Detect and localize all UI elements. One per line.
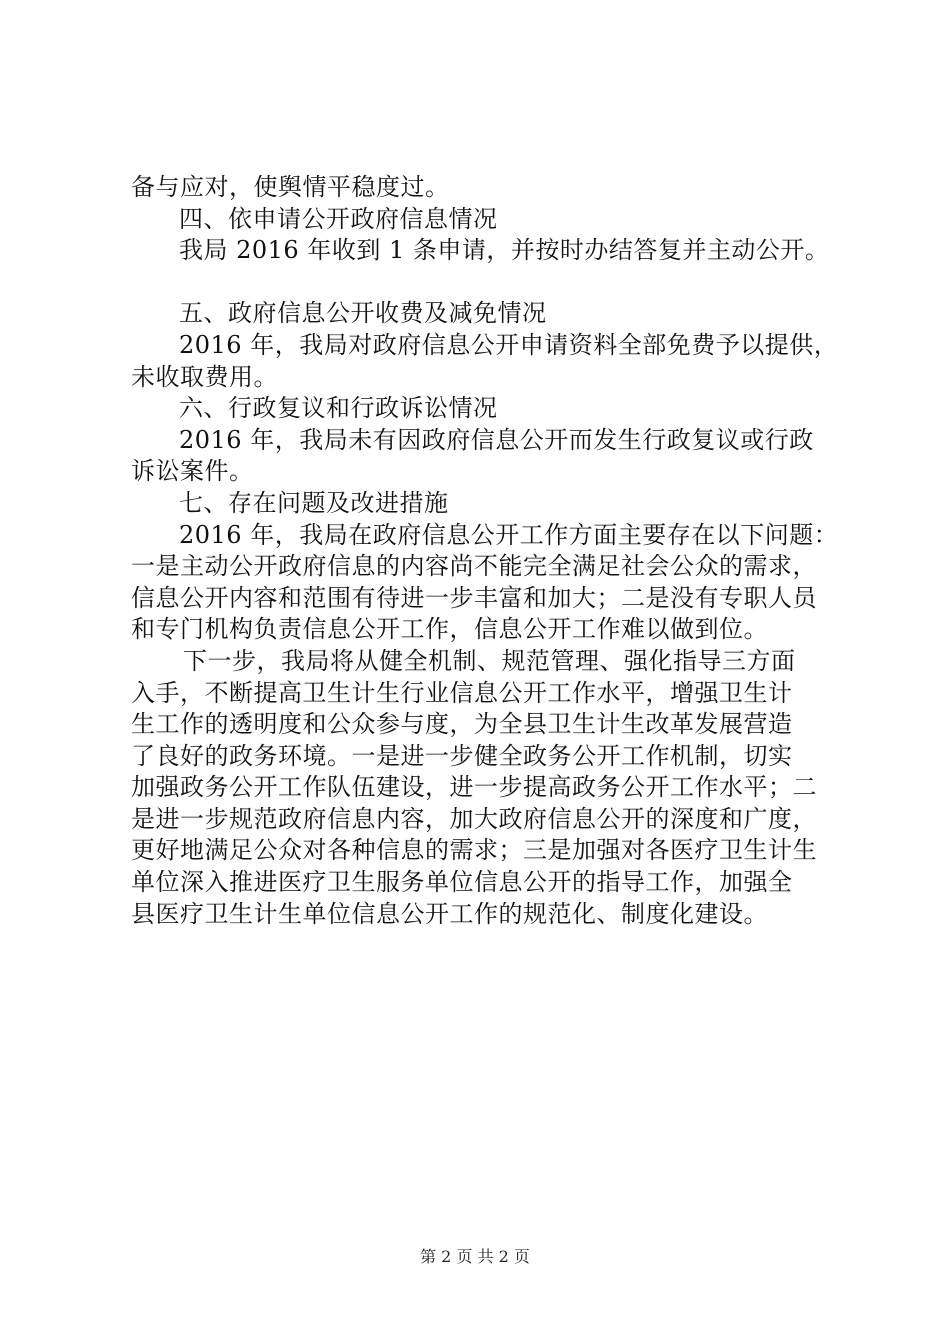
- paragraph-line: 备与应对，使舆情平稳度过。: [131, 173, 450, 201]
- paragraph-line: 2016 年，我局对政府信息公开申请资料全部免费予以提供，: [179, 330, 839, 359]
- section-heading-5: 五、政府信息公开收费及减免情况: [179, 299, 547, 328]
- paragraph-line: 和专门机构负责信息公开工作，信息公开工作难以做到位。: [131, 615, 768, 644]
- paragraph-line: 2016 年，我局在政府信息公开工作方面主要存在以下问题：: [179, 520, 839, 549]
- blank-line: [131, 267, 831, 299]
- page-number-footer: 第 2 页 共 2 页: [420, 1247, 530, 1266]
- section-heading-7: 七、存在问题及改进措施: [179, 488, 449, 517]
- document-body: [131, 172, 839, 930]
- paragraph-line: 未收取费用。: [131, 362, 278, 391]
- paragraph-line: 县医疗卫生计生单位信息公开工作的规范化、制度化建设。: [131, 899, 768, 928]
- paragraph-line: 加强政务公开工作队伍建设，进一步提高政务公开工作水平；二: [131, 773, 817, 802]
- paragraph-line: 更好地满足公众对各种信息的需求；三是加强对各医疗卫生计生: [131, 836, 817, 865]
- paragraph-line: 了良好的政务环境。一是进一步健全政务公开工作机制，切实: [131, 741, 793, 770]
- section-heading-4: 四、依申请公开政府信息情况: [179, 204, 498, 233]
- paragraph-line: 信息公开内容和范围有待进一步丰富和加大；二是没有专职人员: [131, 583, 817, 612]
- paragraph-line: 一是主动公开政府信息的内容尚不能完全满足社会公众的需求，: [131, 552, 817, 581]
- paragraph-line: 是进一步规范政府信息内容，加大政府信息公开的深度和广度，: [131, 804, 817, 833]
- paragraph-line: 我局 2016 年收到 1 条申请，并按时办结答复并主动公开。: [179, 236, 830, 265]
- paragraph-line: 入手，不断提高卫生计生行业信息公开工作水平，增强卫生计: [131, 678, 793, 707]
- paragraph-line: 诉讼案件。: [131, 457, 254, 486]
- paragraph-line: 生工作的透明度和公众参与度，为全县卫生计生改革发展营造: [131, 710, 793, 739]
- section-heading-6: 六、行政复议和行政诉讼情况: [179, 394, 498, 423]
- paragraph-line: 单位深入推进医疗卫生服务单位信息公开的指导工作，加强全: [131, 868, 793, 897]
- paragraph-line: 下一步，我局将从健全机制、规范管理、强化指导三方面: [183, 646, 796, 675]
- paragraph-line: 2016 年，我局未有因政府信息公开而发生行政复议或行政: [179, 425, 814, 454]
